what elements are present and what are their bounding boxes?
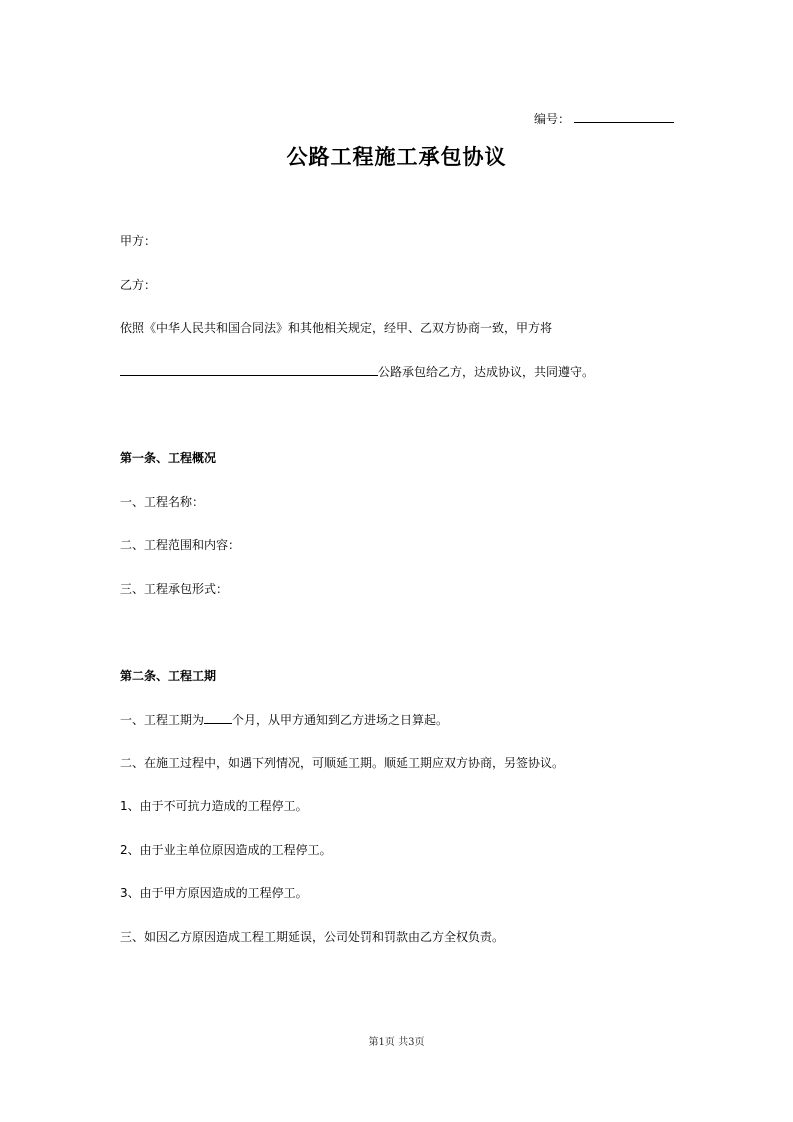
article-1-item: 三、工程承包形式：: [120, 582, 229, 596]
article-2-heading: 第二条、工程工期: [120, 669, 217, 683]
page-footer: 第1页 共3页: [368, 1037, 425, 1048]
article-2-sub-item: 1、由于不可抗力造成的工程停工。: [120, 799, 308, 813]
party-a-line: 甲方：: [120, 234, 157, 248]
document-number-blank[interactable]: [574, 110, 674, 123]
duration-months-blank[interactable]: [204, 711, 232, 724]
article-2-sub-item: 2、由于业主单位原因造成的工程停工。: [120, 843, 332, 857]
article-1-item: 一、工程名称：: [120, 495, 205, 509]
road-name-blank[interactable]: [120, 363, 378, 376]
document-title: 公路工程施工承包协议: [286, 144, 507, 169]
intro-line-2-suffix: 公路承包给乙方，达成协议，共同遵守。: [378, 365, 595, 379]
article-2-item-2: 二、在施工过程中，如遇下列情况，可顺延工期。顺延工期应双方协商，另签协议。: [120, 756, 565, 770]
intro-line-2: [120, 363, 594, 380]
party-b-line: 乙方：: [120, 278, 157, 292]
article-2-item-1: [120, 711, 448, 728]
document-number-field: [534, 110, 674, 127]
intro-line-1: 依照《中华人民共和国合同法》和其他相关规定，经甲、乙双方协商一致，甲方将: [120, 321, 553, 335]
document-number-label: 编号：: [534, 112, 571, 126]
article-2-item-1-prefix: 一、工程工期为: [120, 713, 205, 727]
article-2-sub-item: 3、由于甲方原因造成的工程停工。: [120, 886, 308, 900]
article-1-item: 二、工程范围和内容：: [120, 538, 241, 552]
article-1-heading: 第一条、工程概况: [120, 451, 217, 465]
article-2-item-1-suffix: 个月，从甲方通知到乙方进场之日算起。: [232, 713, 449, 727]
article-2-item-3: 三、如因乙方原因造成工程工期延误，公司处罚和罚款由乙方全权负责。: [120, 930, 505, 944]
